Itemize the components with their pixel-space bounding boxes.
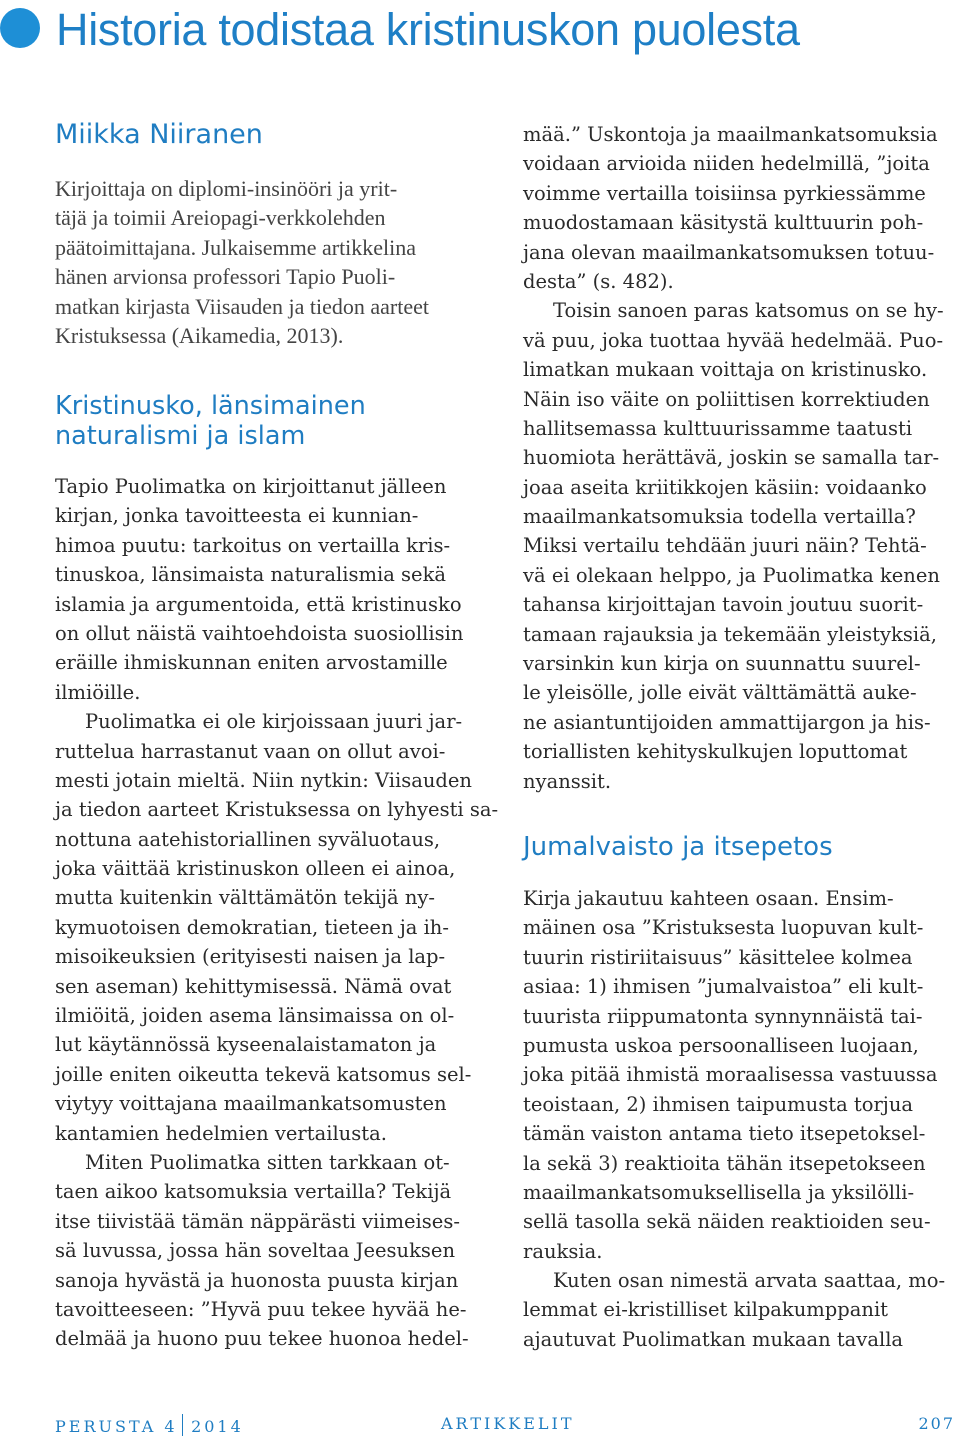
footer-magazine	[55, 1414, 244, 1436]
magazine-year: 2014	[191, 1417, 244, 1436]
text-line: jana olevan maailmankatsomuksen totuu-	[523, 240, 935, 264]
text-line: Puolimatka ei ole kirjoissaan juuri jar-	[85, 710, 463, 734]
text-line: toriallisten kehityskulkujen loputtomat	[523, 740, 908, 764]
right-body	[523, 120, 944, 796]
bio-line: täjä ja toimii Areiopagi-verkkolehden	[55, 205, 386, 231]
author-bio	[55, 174, 429, 350]
text-line: tuurista riippumatonta synnynnäistä tai-	[523, 1004, 923, 1028]
text-line: Miksi vertailu tehdään juuri näin? Tehtä-	[523, 534, 927, 558]
text-line: hallitsemassa kulttuurissamme taatusti	[523, 416, 913, 440]
text-line: viytyy voittajana maailmankatsomusten	[55, 1092, 447, 1116]
text-line: sellä tasolla sekä näiden reaktioiden seu-	[523, 1210, 931, 1234]
section-heading: Jumalvaisto ja itsepetos	[523, 832, 833, 862]
text-line: Tapio Puolimatka on kirjoittanut jälleen	[55, 475, 447, 498]
text-line: voimme vertailla toisiinsa pyrkiessämme	[523, 181, 926, 205]
text-line: mesti jotain mieltä. Niin nytkin: Viisauden	[55, 768, 472, 792]
right-body-2	[523, 884, 945, 1354]
bio-line: matkan kirjasta Viisauden ja tiedon aarteet	[55, 293, 429, 319]
page-number: 207	[918, 1414, 955, 1433]
text-line: tinuskoa, länsimaista naturalismia sekä	[55, 563, 447, 587]
text-line: mutta kuitenkin välttämätön tekijä ny-	[55, 886, 435, 910]
text-line: asiaa: 1) ihmisen ”jumalvaistoa” eli kult-	[523, 975, 924, 999]
text-line: Kuten osan nimestä arvata saattaa, mo-	[553, 1269, 946, 1293]
page-title: Historia todistaa kristinuskon puolesta	[56, 4, 800, 55]
text-line: la sekä 3) reaktioita tähän itsepetokseen	[523, 1151, 926, 1175]
text-line: tuurin ristiriitaisuus” käsittelee kolmea	[523, 945, 913, 969]
text-line: ruttelua harrastanut vaan on ollut avoi-	[55, 739, 446, 763]
section-heading	[55, 391, 366, 451]
text-line: vä puu, joka tuottaa hyvää hedelmää. Puo-	[523, 328, 944, 352]
text-line: ne asiantuntijoiden ammattijargon ja his-	[523, 710, 931, 734]
text-line: nyanssit.	[523, 769, 612, 793]
text-line: tämän vaiston antama tieto itsepetoksel-	[523, 1122, 926, 1146]
text-line: limatkan mukaan voittaja on kristinusko.	[523, 358, 928, 382]
text-line: lemmat ei-kristilliset kilpakumppanit	[523, 1298, 889, 1322]
text-line: ilmiöitä, joiden asema länsimaissa on ol-	[55, 1004, 455, 1028]
footer-section: ARTIKKELIT	[441, 1414, 575, 1433]
text-line: joille eniten oikeutta tekevä katsomus sel-	[55, 1062, 472, 1086]
text-line: itse tiivistää tämän näppärästi viimeises-	[55, 1209, 460, 1233]
text-line: sanoja hyvästä ja huonosta puusta kirjan	[55, 1268, 459, 1292]
text-line: tamaan rajauksia ja tekemään yleistyksiä,	[523, 622, 937, 646]
text-line: delmää ja huono puu tekee huonoa hedel-	[55, 1327, 469, 1351]
text-line: Miten Puolimatka sitten tarkkaan ot-	[85, 1150, 450, 1174]
bio-line: hänen arvionsa professori Tapio Puoli-	[55, 264, 396, 290]
text-line: Toisin sanoen paras katsomus on se hy-	[553, 299, 944, 323]
text-line: tavoitteeseen: ”Hyvä puu tekee hyvää he-	[55, 1297, 467, 1321]
section-body	[55, 472, 498, 1354]
text-line: maailmankatsomuksellisella ja yksilölli-	[523, 1180, 915, 1204]
text-line: misoikeuksien (erityisesti naisen ja lap-	[55, 945, 446, 969]
text-line: ja tiedon aarteet Kristuksessa on lyhyesti sa-	[55, 798, 499, 822]
bullet-dot-icon	[0, 8, 40, 48]
text-line: pumusta uskoa persoonalliseen luojaan,	[523, 1033, 919, 1057]
text-line: islamia ja argumentoida, että kristinusko	[55, 592, 462, 616]
text-line: sä luvussa, jossa hän soveltaa Jeesuksen	[55, 1239, 456, 1263]
bio-line: Kirjoittaja on diplomi-insinööri ja yrit-	[55, 176, 398, 201]
text-line: taen aikoo katsomuksia vertailla? Tekijä	[55, 1180, 452, 1204]
bio-line: Kristuksessa (Aikamedia, 2013).	[55, 322, 344, 348]
text-line: muodostamaan käsitystä kulttuurin poh-	[523, 211, 924, 235]
page-header	[0, 0, 960, 62]
text-line: mäinen osa ”Kristuksesta luopuvan kult-	[523, 916, 924, 940]
text-line: kantamien hedelmien vertailusta.	[55, 1121, 387, 1145]
text-line: joka väittää kristinuskon olleen ei ainoa,	[55, 857, 456, 881]
text-line: Kirja jakautuu kahteen osaan. Ensim-	[523, 887, 894, 910]
text-line: nottuna aatehistoriallinen syväluotaus,	[55, 827, 441, 851]
text-line: joka pitää ihmistä moraalisessa vastuussa	[523, 1063, 938, 1087]
text-line: kirjan, jonka tavoitteesta ei kunnian-	[55, 504, 419, 528]
text-line: eräille ihmiskunnan eniten arvostamille	[55, 651, 448, 675]
author-name: Miikka Niiranen	[55, 119, 263, 150]
magazine-name: PERUSTA 4	[55, 1417, 178, 1436]
text-line: mää.” Uskontoja ja maailmankatsomuksia	[523, 123, 938, 146]
text-line: lut käytännössä kyseenalaistamaton ja	[55, 1033, 437, 1057]
text-line: rauksia.	[523, 1239, 603, 1263]
text-line: maailmankatsomuksia todella vertailla?	[523, 505, 916, 529]
section-heading-line: Kristinusko, länsimainen	[55, 391, 366, 421]
text-line: voidaan arvioida niiden hedelmillä, ”joita	[523, 152, 930, 176]
text-line: sen aseman) kehittymisessä. Nämä ovat	[55, 974, 452, 998]
text-line: vä ei olekaan helppo, ja Puolimatka kenen	[523, 563, 940, 587]
text-line: desta” (s. 482).	[523, 269, 674, 293]
text-line: joaa aseita kriitikkojen käsiin: voidaanko	[523, 475, 927, 499]
text-line: kymuotoisen demokratian, tieteen ja ih-	[55, 915, 449, 939]
text-line: le yleisölle, jolle eivät välttämättä auke-	[523, 681, 917, 705]
section-heading-line: naturalismi ja islam	[55, 421, 306, 451]
text-line: Näin iso väite on poliittisen korrektiuden	[523, 387, 930, 411]
page-footer	[55, 1414, 955, 1444]
footer-divider	[182, 1414, 184, 1436]
text-line: huomiota herättävä, joskin se samalla tar-	[523, 446, 940, 470]
bio-line: päätoimittajana. Julkaisemme artikkelina	[55, 234, 417, 260]
text-line: himoa puutu: tarkoitus on vertailla kris-	[55, 533, 451, 557]
text-line: ajautuvat Puolimatkan mukaan tavalla	[523, 1327, 904, 1351]
text-line: varsinkin kun kirja on suunnattu suurel-	[523, 652, 921, 676]
text-line: ilmiöille.	[55, 680, 141, 704]
text-line: tahansa kirjoittajan tavoin joutuu suorit-	[523, 593, 924, 617]
text-line: on ollut näistä vaihtoehdoista suosiollisin	[55, 621, 464, 645]
text-line: teoistaan, 2) ihmisen taipumusta torjua	[523, 1092, 914, 1116]
